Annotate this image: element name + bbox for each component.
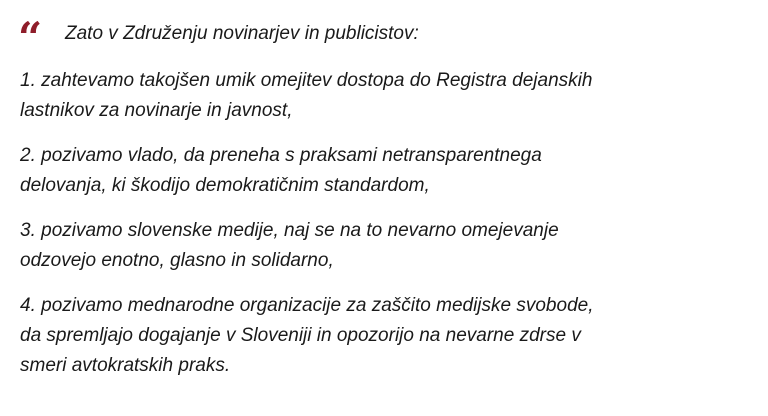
demand-item-3 xyxy=(20,216,745,276)
demand-line: smeri avtokratskih praks. xyxy=(20,355,231,376)
demand-line: odzovejo enotno, glasno in solidarno, xyxy=(20,250,334,271)
quote-lead-text: Zato v Združenju novinarjev in publicistov: xyxy=(65,23,419,44)
demand-line: da spremljajo dogajanje v Sloveniji in opozorijo na nevarne zdrse v xyxy=(20,325,581,346)
demand-line: 4. pozivamo mednarodne organizacije za zaščito medijske svobode, xyxy=(20,295,594,316)
demand-line: 3. pozivamo slovenske medije, naj se na to nevarno omejevanje xyxy=(20,220,559,241)
demand-line: 1. zahtevamo takojšen umik omejitev dostopa do Registra dejanskih xyxy=(20,70,593,91)
demand-line: 2. pozivamo vlado, da preneha s praksami netransparentnega xyxy=(20,145,542,166)
demand-item-2 xyxy=(20,141,745,201)
quote-open-icon: “ xyxy=(18,13,43,62)
demand-line: lastnikov za novinarje in javnost, xyxy=(20,100,293,121)
demand-item-1 xyxy=(20,66,745,126)
demand-item-4 xyxy=(20,291,745,381)
quote-lead xyxy=(18,13,768,62)
demand-line: delovanja, ki škodijo demokratičnim standardom, xyxy=(20,175,430,196)
